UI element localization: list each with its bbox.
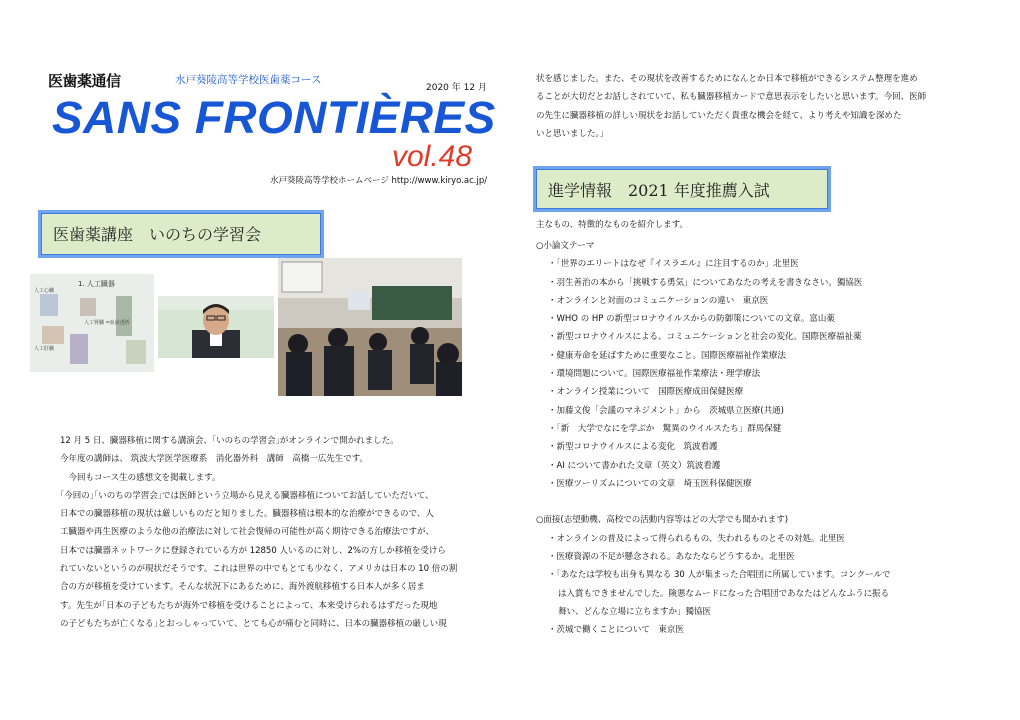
- list-item: ・医療資源の不足が懸念される。あなたならどうするか。北里医: [548, 552, 795, 563]
- slide-title: 1. 人工臓器: [78, 280, 115, 288]
- article-line: れていないというのが現状だそうです。これは世界の中でもとても少なく、アメリカは日本の 10 倍の割: [60, 564, 458, 575]
- list-item: ・新型コロナウイルスによる、コミュニケーションと社会の変化。国際医療福祉薬: [548, 332, 862, 343]
- lecturer-video-image: [158, 296, 274, 358]
- volume-number: vol.48: [392, 140, 473, 173]
- section-heading-lecture: [38, 210, 324, 258]
- list-item: ・環境問題について。国際医療福祉作業療法・理学療法: [548, 369, 761, 380]
- classroom-photo: [278, 258, 462, 396]
- list-item: ・オンラインの普及によって得られるもの、失われるものとその対処。北里医: [548, 533, 845, 544]
- article-line: 日本では臓器ネットワークに登録されている方が 12850 人いるのに対し、2%の方しか移植を受けら: [60, 545, 446, 556]
- slide-photo: [30, 274, 154, 372]
- classroom-image: [278, 258, 462, 396]
- slide-photo-image: [30, 274, 154, 372]
- article-line: 状を感じました。また、その現状を改善するためになんとか日本で移植ができるシステム整理を進め: [536, 74, 918, 84]
- article-line: 工臓器や再生医療のような他の治療法に対して社会復帰の可能性が高く期待できる治療法ですが、: [60, 527, 435, 538]
- slide-label-heart: 人工心臓: [34, 288, 55, 294]
- interview-header: ○面接(志望動機、高校での活動内容等はどの大学でも聞かれます): [536, 515, 789, 526]
- lecturer-video-photo: [158, 296, 274, 358]
- list-item: ・AI について書かれた文章（英文）筑波看護: [548, 460, 721, 471]
- list-item: は入賞もできませんでした。険悪なムードになった合唱団であなたはどんなふうに振る: [558, 588, 890, 599]
- list-item: ・健康寿命を延ばすために重要なこと。国際医療福祉作業療法: [548, 350, 787, 361]
- article-line: 12 月 5 日、臓器移植に関する講演会、｢いのちの学習会｣がオンラインで開かれました。: [60, 436, 399, 446]
- article-line: 合の方が移植を受けています。そんな状況下にあるために、海外渡航移植する日本人が多く居ま: [60, 582, 425, 593]
- issue-date: 2020 年 12 月: [426, 83, 487, 93]
- list-item: ・オンライン授業について 国際医療成田保健医療: [548, 387, 744, 398]
- slide-label-kidney: 人工腎臓 =血液透析: [84, 320, 130, 326]
- article-line: 日本での臓器移植の現状は厳しいものだと知りました。臓器移植は根本的な治療ができるので、人: [60, 509, 434, 520]
- article-line: 今回もコース生の感想文を掲載します。: [60, 472, 221, 483]
- article-line: ることが大切だとお話しされていて、私も臓器移植カードで意思表示をしたいと思います。今回、医師: [536, 92, 927, 103]
- list-item: ・オンラインと対面のコミュニケーションの違い 東京医: [548, 295, 769, 306]
- section-heading-text: 進学情報 2021 年度推薦入試: [548, 181, 770, 200]
- list-item: ・羽生善治の本から「挑戦する勇気」についてあなたの考えを書きなさい。獨協医: [548, 277, 863, 288]
- list-item: ・茨城で働くことについて 東京医: [548, 625, 684, 636]
- lecture-article-continued: [536, 70, 976, 143]
- admissions-list: [536, 237, 890, 640]
- list-item: ・新型コロナウイルスによる変化 筑波看護: [548, 442, 718, 453]
- article-line: 今年度の講師は、 筑波大学医学医療系 消化器外科 講師 高橋一広先生です。: [60, 454, 369, 465]
- article-line: いと思いました。」: [536, 128, 609, 139]
- slide-label-liver: 人工肝臓: [34, 346, 55, 352]
- article-line: ｢今回の｣｢いのちの学習会｣では医師という立場から見える臓器移植についてお話していただいて、: [60, 490, 434, 501]
- list-item: ・「新 大学でなにを学ぶか 驚異のウイルスたち」群馬保健: [548, 423, 782, 434]
- newsletter-title: SANS FRONTIÈRES: [52, 92, 496, 143]
- article-line: の子どもたちが亡くなる｣とおっしゃっていて、とても心が痛むと同時に、日本の臓器移植の厳しい現: [60, 618, 447, 629]
- list-item: ・「世界のエリートはなぜ『イスラエル』に注目するのか」北里医: [548, 259, 799, 270]
- list-item: ・「あなたは学校も出身も異なる 30 人が集まった合唱団に所属しています。コンクールで: [548, 570, 891, 581]
- essay-header: ○小論文テーマ: [536, 241, 595, 251]
- article-line: す。先生が｢日本の子どもたちが海外で移植を受けることによって、本来受けられるはずだった現地: [60, 600, 438, 611]
- list-item: ・加藤文俊「会議のマネジメント」から 茨城県立医療(共通): [548, 405, 784, 416]
- newsletter-small-title: 医歯薬通信: [48, 72, 121, 90]
- list-item: ・医療ツーリズムについての文章 埼玉医科保健医療: [548, 478, 752, 489]
- school-course-name: 水戸葵陵高等学校医歯薬コース: [175, 74, 322, 86]
- list-item: 舞い、どんな立場に立ちますか」獨協医: [558, 606, 712, 617]
- section-heading-text: 医歯薬講座 いのちの学習会: [53, 225, 262, 244]
- admissions-intro: 主なもの、特徴的なものを紹介します。: [536, 220, 688, 230]
- lecture-article: [60, 432, 500, 633]
- list-item: ・WHO の HP の新型コロナウイルスからの防御策についての文章。富山薬: [548, 314, 835, 325]
- section-heading-admissions: [533, 166, 831, 212]
- article-line: の先生に臓器移植の詳しい現状をお話していただく貴重な機会を経て、より考えや知識を深めた: [536, 110, 902, 121]
- homepage-link[interactable]: 水戸葵陵高等学校ホームページ http://www.kiryo.ac.jp/: [270, 176, 488, 186]
